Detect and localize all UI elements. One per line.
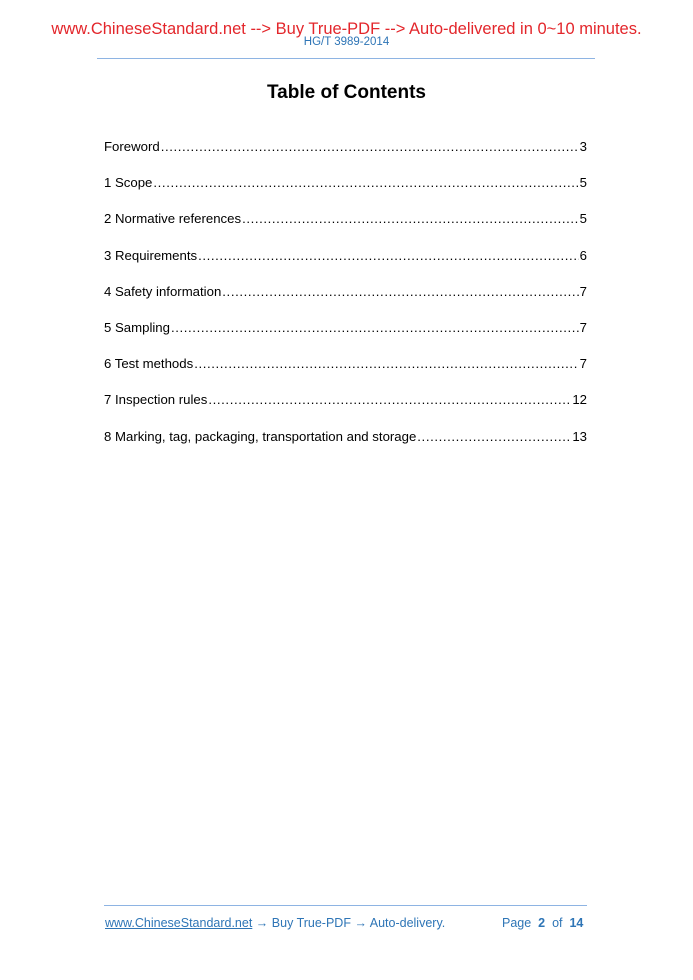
dot-leader [153, 174, 578, 192]
toc-entry-title: 1 Scope [104, 175, 153, 191]
toc-entry[interactable] [104, 210, 587, 246]
footer-site-link[interactable]: www.ChineseStandard.net [105, 916, 253, 930]
total-pages: 14 [569, 916, 584, 930]
current-page: 2 [538, 916, 546, 930]
dot-leader [208, 391, 571, 409]
toc-list [104, 138, 587, 464]
toc-entry-page: 5 [579, 211, 587, 227]
toc-entry-title: 5 Sampling [104, 319, 170, 335]
toc-entry-page: 3 [579, 139, 587, 154]
toc-entry-page: 13 [572, 428, 587, 444]
toc-entry-title: Foreword [104, 139, 160, 154]
dot-leader [161, 138, 579, 156]
toc-entry[interactable] [104, 138, 587, 174]
document-id: HG/T 3989-2014 [303, 36, 390, 48]
dot-leader [417, 428, 571, 446]
toc-entry-page: 7 [579, 356, 587, 372]
toc-entry-title: 3 Requirements [104, 247, 198, 263]
toc-entry-page: 5 [579, 175, 587, 191]
toc-entry-page: 7 [579, 283, 587, 299]
dot-leader [222, 283, 578, 301]
footer-delivery-text: Auto-delivery. [369, 916, 446, 930]
dot-leader [194, 355, 578, 373]
toc-entry[interactable] [104, 283, 587, 319]
toc-entry-page: 12 [572, 392, 587, 408]
page-title: Table of Contents [266, 82, 427, 103]
toc-entry-title: 8 Marking, tag, packaging, transportation and storage [104, 428, 417, 444]
toc-entry-page: 6 [579, 247, 587, 263]
toc-entry[interactable] [104, 319, 587, 355]
dot-leader [198, 247, 579, 265]
dot-leader [242, 210, 579, 228]
toc-entry[interactable] [104, 391, 587, 427]
toc-entry-title: 6 Test methods [104, 356, 194, 372]
page-label: Page [502, 916, 532, 930]
toc-entry[interactable] [104, 428, 587, 464]
header-divider [97, 58, 595, 59]
of-label: of [552, 916, 563, 930]
toc-entry[interactable] [104, 247, 587, 283]
toc-entry-title: 4 Safety information [104, 283, 222, 299]
toc-entry-page: 7 [579, 319, 587, 335]
top-banner[interactable]: www.ChineseStandard.net --> Buy True-PDF --> Auto-delivered in 0~10 minutes. [51, 20, 642, 38]
arrow-icon: → [255, 916, 269, 930]
footer-promo [105, 915, 445, 931]
toc-entry[interactable] [104, 174, 587, 210]
toc-entry-title: 2 Normative references [104, 211, 242, 227]
toc-entry[interactable] [104, 355, 587, 391]
dot-leader [171, 319, 579, 337]
toc-entry-title: 7 Inspection rules [104, 392, 208, 408]
footer-divider [104, 905, 587, 906]
page-number [502, 915, 583, 931]
arrow-icon: → [354, 916, 367, 930]
footer-buy-text: Buy True-PDF [271, 916, 351, 930]
